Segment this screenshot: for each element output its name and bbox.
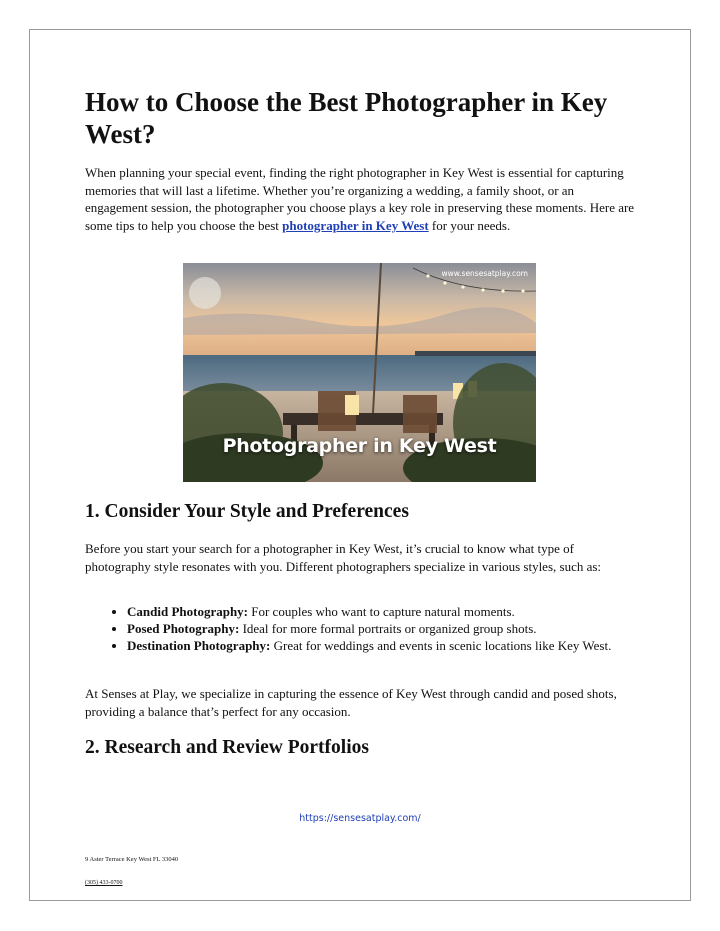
list-item — [127, 620, 637, 637]
article-title: How to Choose the Best Photographer in Key West? — [85, 87, 608, 149]
list-item-label: Candid Photography: — [127, 604, 248, 619]
intro-text: When planning your special event, finding the right photographer in Key West is essential for capturing memories that will last a lifetime. Whether you’re organizing a wedding, a family shoot, or an engagement session, the photographer you choose plays a key role in preserving these moments. Here are some tips to help you choose the best — [85, 165, 635, 233]
section-heading-style: 1. Consider Your Style and Preferences — [85, 501, 409, 522]
list-item — [127, 603, 637, 620]
list-item — [127, 637, 637, 654]
website-link[interactable]: https://sensesatplay.com/ — [299, 813, 421, 824]
hero-image — [183, 263, 536, 482]
logo-icon — [189, 277, 221, 309]
section-paragraph: Before you start your search for a photographer in Key West, it’s crucial to know what type of photography style resonates with you. Different photographers specialize in various styles, such as: — [85, 541, 602, 574]
footer-phone[interactable]: (305) 433-0700 — [85, 880, 123, 886]
intro-text-end: for your needs. — [428, 217, 511, 233]
list-item-label: Posed Photography: — [127, 621, 240, 637]
hero-caption: Photographer in Key West — [222, 435, 497, 457]
section-heading-portfolios: 2. Research and Review Portfolios — [85, 737, 369, 758]
style-list — [85, 603, 637, 655]
closing-paragraph: At Senses at Play, we specialize in capturing the essence of Key West through candid and posed shots, providing a balance that’s perfect for any occasion. — [85, 686, 617, 719]
list-item-text: Great for weddings and events in scenic locations like Key West. — [270, 638, 612, 654]
list-item-label: Destination Photography: — [127, 638, 271, 654]
footer-website — [0, 813, 720, 824]
footer-address: 9 Aster Terrace Key West FL 33040 — [85, 856, 179, 863]
intro-paragraph — [85, 164, 637, 234]
watermark-url: www.sensesatplay.com — [441, 269, 528, 278]
list-item-text: For couples who want to capture natural moments. — [248, 604, 515, 619]
list-item-text: Ideal for more formal portraits or organized group shots. — [239, 621, 537, 637]
photographer-link[interactable]: photographer in Key West — [282, 217, 429, 233]
